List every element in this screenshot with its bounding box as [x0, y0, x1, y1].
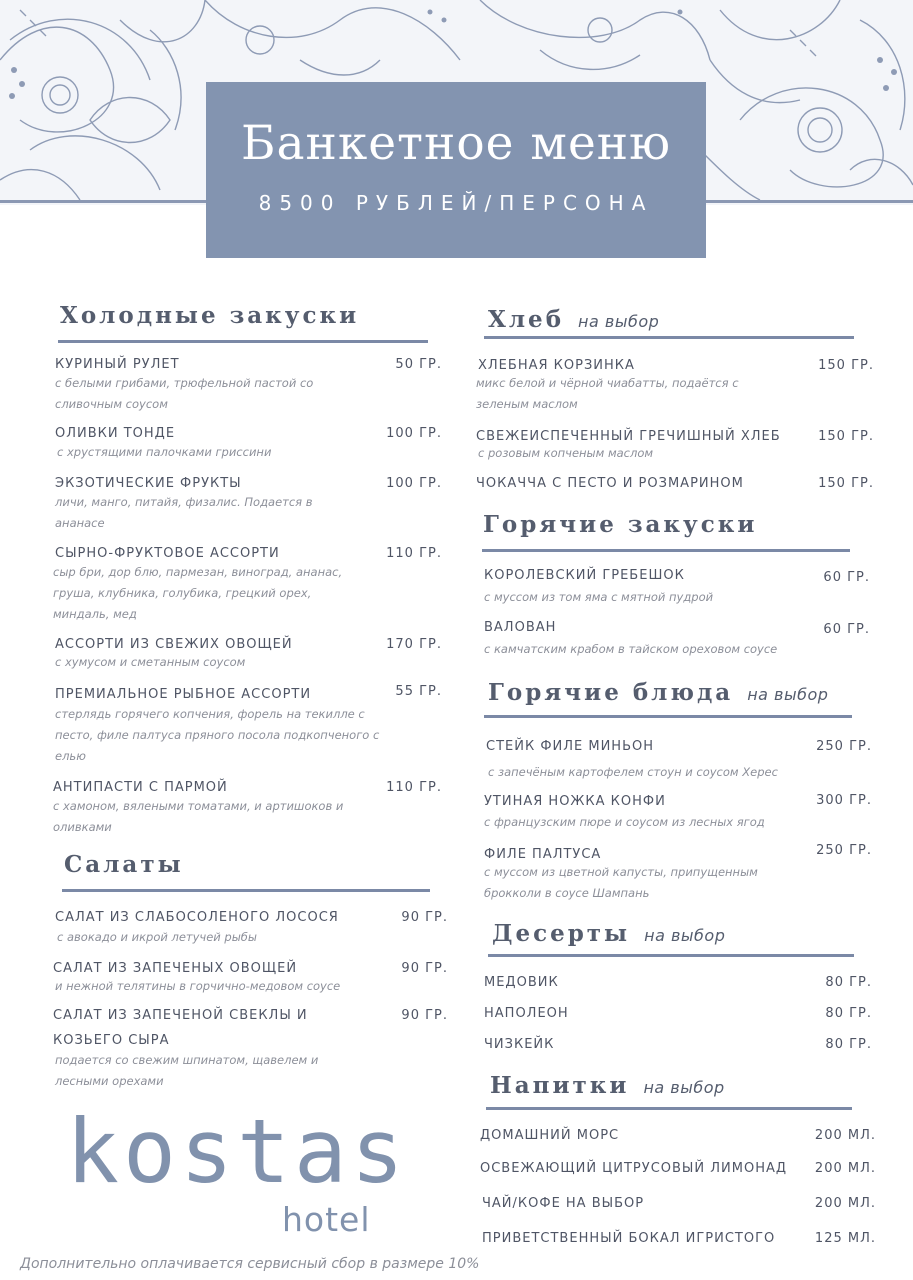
section-note: на выбор: [643, 1078, 725, 1097]
section-title-cold-text: Холодные закуски: [60, 302, 360, 329]
menu-item-name: КУРИНЫЙ РУЛЕТ: [55, 357, 180, 372]
menu-item-name: ЧАЙ/КОФЕ НА ВЫБОР: [482, 1196, 645, 1211]
menu-item-price: 80 ГР.: [825, 975, 872, 990]
menu-item-name: АССОРТИ ИЗ СВЕЖИХ ОВОЩЕЙ: [55, 637, 293, 652]
menu-item-name: АНТИПАСТИ С ПАРМОЙ: [53, 780, 228, 795]
section-title-hot-snacks-text: Горячие закуски: [483, 511, 758, 538]
menu-item-desc: стерлядь горячего копчения, форель на текилле с песто, филе палтуса пряного посола подкопченого с елью: [55, 707, 380, 763]
menu-item-price: 60 ГР.: [823, 570, 870, 585]
menu-item-desc: с муссом из цветной капусты, припущенным брокколи в соусе Шампань: [484, 865, 758, 900]
menu-item-price: 150 ГР.: [818, 429, 874, 444]
menu-item-price: 200 МЛ.: [814, 1161, 876, 1176]
page-title: Банкетное меню: [240, 116, 672, 171]
menu-item-price: 55 ГР.: [395, 684, 442, 699]
menu-item-name: ВАЛОВАН: [484, 620, 557, 635]
menu-item-price: 100 ГР.: [386, 476, 442, 491]
section-title-hot-dishes: [488, 679, 828, 706]
section-rule: [484, 336, 854, 339]
menu-item-desc: с хамоном, вялеными томатами, и артишоков и оливками: [53, 799, 344, 834]
menu-item-price: 170 ГР.: [386, 637, 442, 652]
menu-item-name: ФИЛЕ ПАЛТУСА: [484, 847, 602, 862]
menu-item-price: 200 МЛ.: [814, 1128, 876, 1143]
menu-item-price: 125 МЛ.: [814, 1231, 876, 1246]
menu-item-price: 50 ГР.: [395, 357, 442, 372]
menu-item-desc: подается со свежим шпинатом, щавелем и лесными орехами: [55, 1053, 319, 1088]
price-per-person: 8500 РУБЛЕЙ/ПЕРСОНА: [258, 191, 654, 215]
menu-item-name: ОСВЕЖАЮЩИЙ ЦИТРУСОВЫЙ ЛИМОНАД: [480, 1161, 788, 1176]
menu-item-name-cont: КОЗЬЕГО СЫРА: [53, 1033, 170, 1048]
menu-item-desc: и нежной телятины в горчично-медовом соусе: [55, 979, 341, 993]
section-title-bread: [488, 306, 659, 333]
menu-item-price: 150 ГР.: [818, 476, 874, 491]
section-title-hot-dishes-text: Горячие блюда: [488, 679, 734, 706]
menu-item-desc: с французским пюре и соусом из лесных ягод: [484, 815, 765, 829]
section-title-salads-text: Салаты: [64, 851, 184, 878]
section-note: на выбор: [747, 685, 829, 704]
menu-item-desc: с муссом из том яма с мятной пудрой: [484, 590, 714, 604]
title-box: [206, 82, 706, 258]
section-note: на выбор: [578, 312, 660, 331]
menu-item-price: 110 ГР.: [386, 780, 442, 795]
menu-item-name: КОРОЛЕВСКИЙ ГРЕБЕШОК: [484, 568, 685, 583]
menu-item-price: 90 ГР.: [401, 961, 448, 976]
menu-item-name: ЧИЗКЕЙК: [484, 1037, 555, 1052]
menu-item-name: ХЛЕБНАЯ КОРЗИНКА: [478, 358, 635, 373]
menu-item-name: СТЕЙК ФИЛЕ МИНЬОН: [486, 739, 654, 754]
section-title-desserts-text: Десерты: [492, 920, 631, 947]
menu-item-name: ПРЕМИАЛЬНОЕ РЫБНОЕ АССОРТИ: [55, 687, 312, 702]
section-rule: [482, 549, 850, 552]
menu-item-price: 300 ГР.: [816, 793, 872, 808]
section-title-hot-snacks: [483, 511, 757, 538]
menu-item-name: СЫРНО-ФРУКТОВОЕ АССОРТИ: [55, 546, 280, 561]
menu-item-price: 150 ГР.: [818, 358, 874, 373]
hotel-logo-sub: hotel: [282, 1200, 371, 1239]
menu-item-price: 90 ГР.: [401, 910, 448, 925]
section-title-salads: [64, 851, 184, 878]
menu-item-desc: сыр бри, дор блю, пармезан, виноград, ананас, груша, клубника, голубика, грецкий орех, миндаль, мед: [53, 565, 343, 621]
section-title-bread-text: Хлеб: [488, 306, 565, 333]
menu-item-price: 200 МЛ.: [814, 1196, 876, 1211]
menu-item-name: ЧОКАЧЧА С ПЕСТО И РОЗМАРИНОМ: [476, 476, 744, 491]
menu-item-name: МЕДОВИК: [484, 975, 559, 990]
menu-item-name: СВЕЖЕИСПЕЧЕННЫЙ ГРЕЧИШНЫЙ ХЛЕБ: [476, 429, 781, 444]
section-rule: [484, 715, 852, 718]
menu-item-name: САЛАТ ИЗ ЗАПЕЧЕНОЙ СВЕКЛЫ И: [53, 1008, 308, 1023]
menu-item-name: ДОМАШНИЙ МОРС: [480, 1128, 620, 1143]
menu-item-name: ОЛИВКИ ТОНДЕ: [55, 426, 176, 441]
menu-item-price: 250 ГР.: [816, 739, 872, 754]
menu-item-desc: личи, манго, питайя, физалис. Подается в ананасе: [55, 495, 313, 530]
menu-item-price: 250 ГР.: [816, 843, 872, 858]
section-title-desserts: [492, 920, 725, 947]
menu-item-name: УТИНАЯ НОЖКА КОНФИ: [484, 794, 666, 809]
menu-item-desc: с камчатским крабом в тайском ореховом соусе: [484, 642, 778, 656]
menu-item-name: САЛАТ ИЗ СЛАБОСОЛЕНОГО ЛОСОСЯ: [55, 910, 339, 925]
section-rule: [62, 889, 430, 892]
menu-item-price: 60 ГР.: [823, 622, 870, 637]
menu-item-price: 80 ГР.: [825, 1006, 872, 1021]
menu-item-price: 80 ГР.: [825, 1037, 872, 1052]
menu-item-name: НАПОЛЕОН: [484, 1006, 569, 1021]
menu-item-desc: микс белой и чёрной чиабатты, подаётся с зеленым маслом: [476, 376, 739, 411]
menu-item-price: 90 ГР.: [401, 1008, 448, 1023]
hotel-logo: kostas: [66, 1100, 408, 1203]
menu-item-name: ПРИВЕТСТВЕННЫЙ БОКАЛ ИГРИСТОГО: [482, 1231, 776, 1246]
menu-item-desc: с хрустящими палочками гриссини: [57, 445, 272, 459]
menu-item-desc: с розовым копченым маслом: [478, 446, 654, 460]
menu-item-desc: с хумусом и сметанным соусом: [55, 655, 246, 669]
section-title-cold: [60, 302, 359, 329]
section-title-drinks-text: Напитки: [490, 1072, 630, 1099]
section-rule: [58, 340, 428, 343]
section-title-drinks: [490, 1072, 725, 1099]
section-rule: [488, 954, 854, 957]
menu-item-desc: с авокадо и икрой летучей рыбы: [57, 930, 257, 944]
menu-item-price: 110 ГР.: [386, 546, 442, 561]
menu-item-name: ЭКЗОТИЧЕСКИЕ ФРУКТЫ: [55, 476, 242, 491]
menu-item-desc: с белыми грибами, трюфельной пастой со сливочным соусом: [55, 376, 314, 411]
menu-item-name: САЛАТ ИЗ ЗАПЕЧЕНЫХ ОВОЩЕЙ: [53, 961, 298, 976]
section-note: на выбор: [644, 926, 726, 945]
service-charge-note: Дополнительно оплачивается сервисный сбор в размере 10%: [20, 1256, 480, 1272]
menu-item-desc: с запечёным картофелем стоун и соусом Херес: [488, 765, 778, 779]
menu-item-price: 100 ГР.: [386, 426, 442, 441]
section-rule: [486, 1107, 852, 1110]
